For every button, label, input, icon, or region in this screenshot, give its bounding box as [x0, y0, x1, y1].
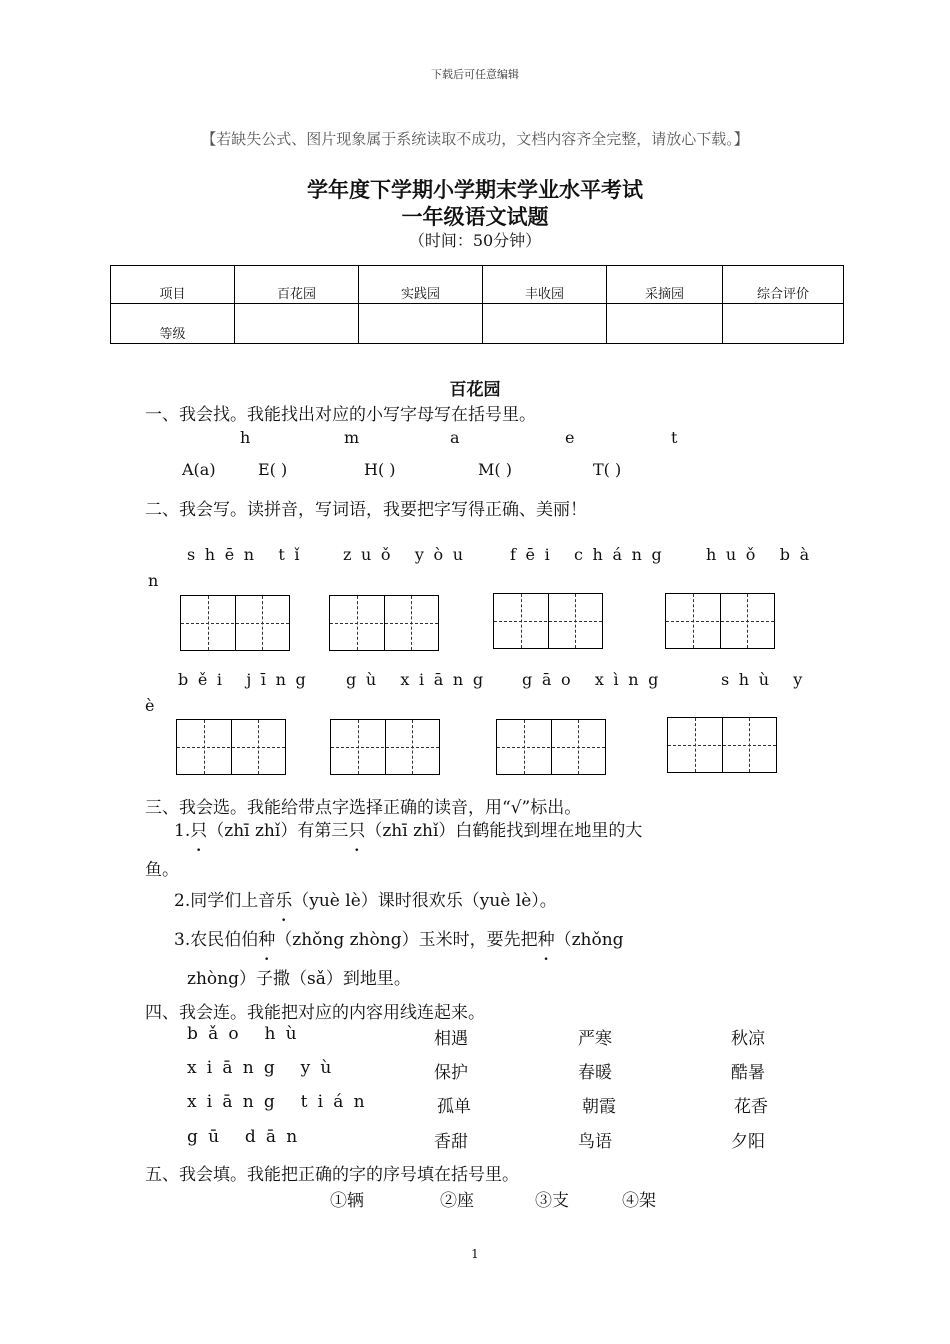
cap-answer[interactable]: T( ): [593, 460, 622, 479]
grade-header-shijian: 实践园: [359, 266, 483, 304]
grade-table: [110, 265, 844, 344]
pinyin: gù xiāng: [346, 670, 493, 689]
q4-prompt: 四、我会连。我能把对应的内容用线连起来。: [145, 1003, 485, 1023]
match-word[interactable]: 朝霞: [582, 1097, 616, 1117]
header-note: 下载后可任意编辑: [431, 68, 519, 81]
grade-header-baihua: 百花园: [235, 266, 359, 304]
match-word[interactable]: 孤单: [437, 1097, 471, 1117]
match-pinyin[interactable]: gū dān: [187, 1127, 308, 1147]
q3-sentence-1-wrap: 鱼。: [145, 860, 179, 880]
dotted-char: 种: [258, 930, 276, 950]
grade-cell[interactable]: [483, 304, 607, 344]
q5-prompt: 五、我会填。我能把正确的字的序号填在括号里。: [145, 1165, 519, 1185]
cap-answer[interactable]: H( ): [364, 460, 396, 479]
page-number: 1: [471, 1247, 479, 1261]
letter: h: [240, 428, 251, 447]
letter: a: [450, 428, 460, 447]
pinyin-wrap: è: [145, 696, 165, 715]
grade-header-caizhai: 采摘园: [607, 266, 723, 304]
pinyin: shēn tǐ: [187, 545, 310, 564]
letter: m: [344, 428, 360, 447]
match-pinyin[interactable]: bǎo hù: [187, 1024, 307, 1044]
dotted-char: 种: [537, 930, 555, 950]
grade-cell[interactable]: [235, 304, 359, 344]
dotted-char: 只: [190, 821, 208, 841]
writing-grid[interactable]: [493, 593, 603, 649]
option: ③支: [535, 1191, 569, 1211]
writing-grid[interactable]: [330, 719, 440, 775]
option: ②座: [440, 1191, 474, 1211]
pinyin: gāo xìng: [522, 670, 668, 689]
q1-prompt: 一、我会找。我能找出对应的小写字母写在括号里。: [145, 405, 536, 425]
letter: t: [671, 428, 678, 447]
writing-grid[interactable]: [496, 719, 606, 775]
grade-row-label: 等级: [111, 304, 235, 344]
cap-answer[interactable]: M( ): [478, 460, 512, 479]
match-word[interactable]: 酷暑: [731, 1063, 765, 1083]
grade-cell[interactable]: [607, 304, 723, 344]
match-word[interactable]: 鸟语: [578, 1132, 612, 1152]
dotted-char: 乐: [275, 891, 293, 911]
pinyin: shù y: [721, 670, 812, 689]
match-pinyin[interactable]: xiāng tián: [187, 1092, 375, 1112]
q3-sentence-1: 1.只（zhī zhǐ）有第三只（zhī zhǐ）白鹤能找到埋在地里的大: [174, 821, 643, 841]
writing-grid[interactable]: [176, 719, 286, 775]
cap-answer: A(a): [182, 460, 216, 479]
match-word[interactable]: 严寒: [578, 1029, 612, 1049]
download-notice: 【若缺失公式、图片现象属于系统读取不成功，文档内容齐全完整，请放心下载。】: [201, 130, 749, 148]
grade-cell[interactable]: [723, 304, 844, 344]
match-word[interactable]: 花香: [734, 1097, 768, 1117]
q3-sentence-2: 2.同学们上音乐（yuè lè）课时很欢乐（yuè lè）。: [174, 891, 557, 911]
exam-subtitle: 一年级语文试题: [401, 204, 549, 229]
q3-sentence-3-wrap: zhòng）子撒（sǎ）到地里。: [187, 969, 411, 989]
exam-time: （时间：50分钟）: [408, 231, 542, 250]
exam-title: 学年度下学期小学期末学业水平考试: [307, 177, 643, 202]
q3-sentence-3: 3.农民伯伯种（zhǒng zhòng）玉米时，要先把种（zhǒng: [174, 930, 624, 950]
grade-header-item: 项目: [111, 266, 235, 304]
q3-prompt: 三、我会选。我能给带点字选择正确的读音，用“√”标出。: [145, 798, 582, 818]
grade-header-zonghe: 综合评价: [723, 266, 844, 304]
match-word[interactable]: 香甜: [434, 1132, 468, 1152]
match-word[interactable]: 相遇: [434, 1029, 468, 1049]
match-word[interactable]: 春暖: [578, 1063, 612, 1083]
match-word[interactable]: 秋凉: [731, 1029, 765, 1049]
pinyin: huǒ bà: [706, 545, 819, 564]
q2-prompt: 二、我会写。读拼音，写词语，我要把字写得正确、美丽！: [145, 500, 587, 520]
pinyin: fēi cháng: [510, 545, 672, 564]
letter: e: [565, 428, 575, 447]
match-word[interactable]: 保护: [434, 1063, 468, 1083]
section-title: 百花园: [449, 380, 501, 400]
pinyin: běi jīng: [178, 670, 316, 689]
grade-header-fengshou: 丰收园: [483, 266, 607, 304]
pinyin-wrap: n: [148, 571, 168, 590]
writing-grid[interactable]: [665, 593, 775, 649]
match-word[interactable]: 夕阳: [731, 1132, 765, 1152]
option: ①辆: [330, 1191, 364, 1211]
option: ④架: [622, 1191, 656, 1211]
dotted-char: 只: [348, 821, 366, 841]
writing-grid[interactable]: [180, 595, 290, 651]
pinyin: zuǒ yòu: [343, 545, 473, 564]
cap-answer[interactable]: E( ): [258, 460, 288, 479]
match-pinyin[interactable]: xiāng yù: [187, 1058, 342, 1078]
grade-cell[interactable]: [359, 304, 483, 344]
writing-grid[interactable]: [329, 595, 439, 651]
writing-grid[interactable]: [667, 717, 777, 773]
